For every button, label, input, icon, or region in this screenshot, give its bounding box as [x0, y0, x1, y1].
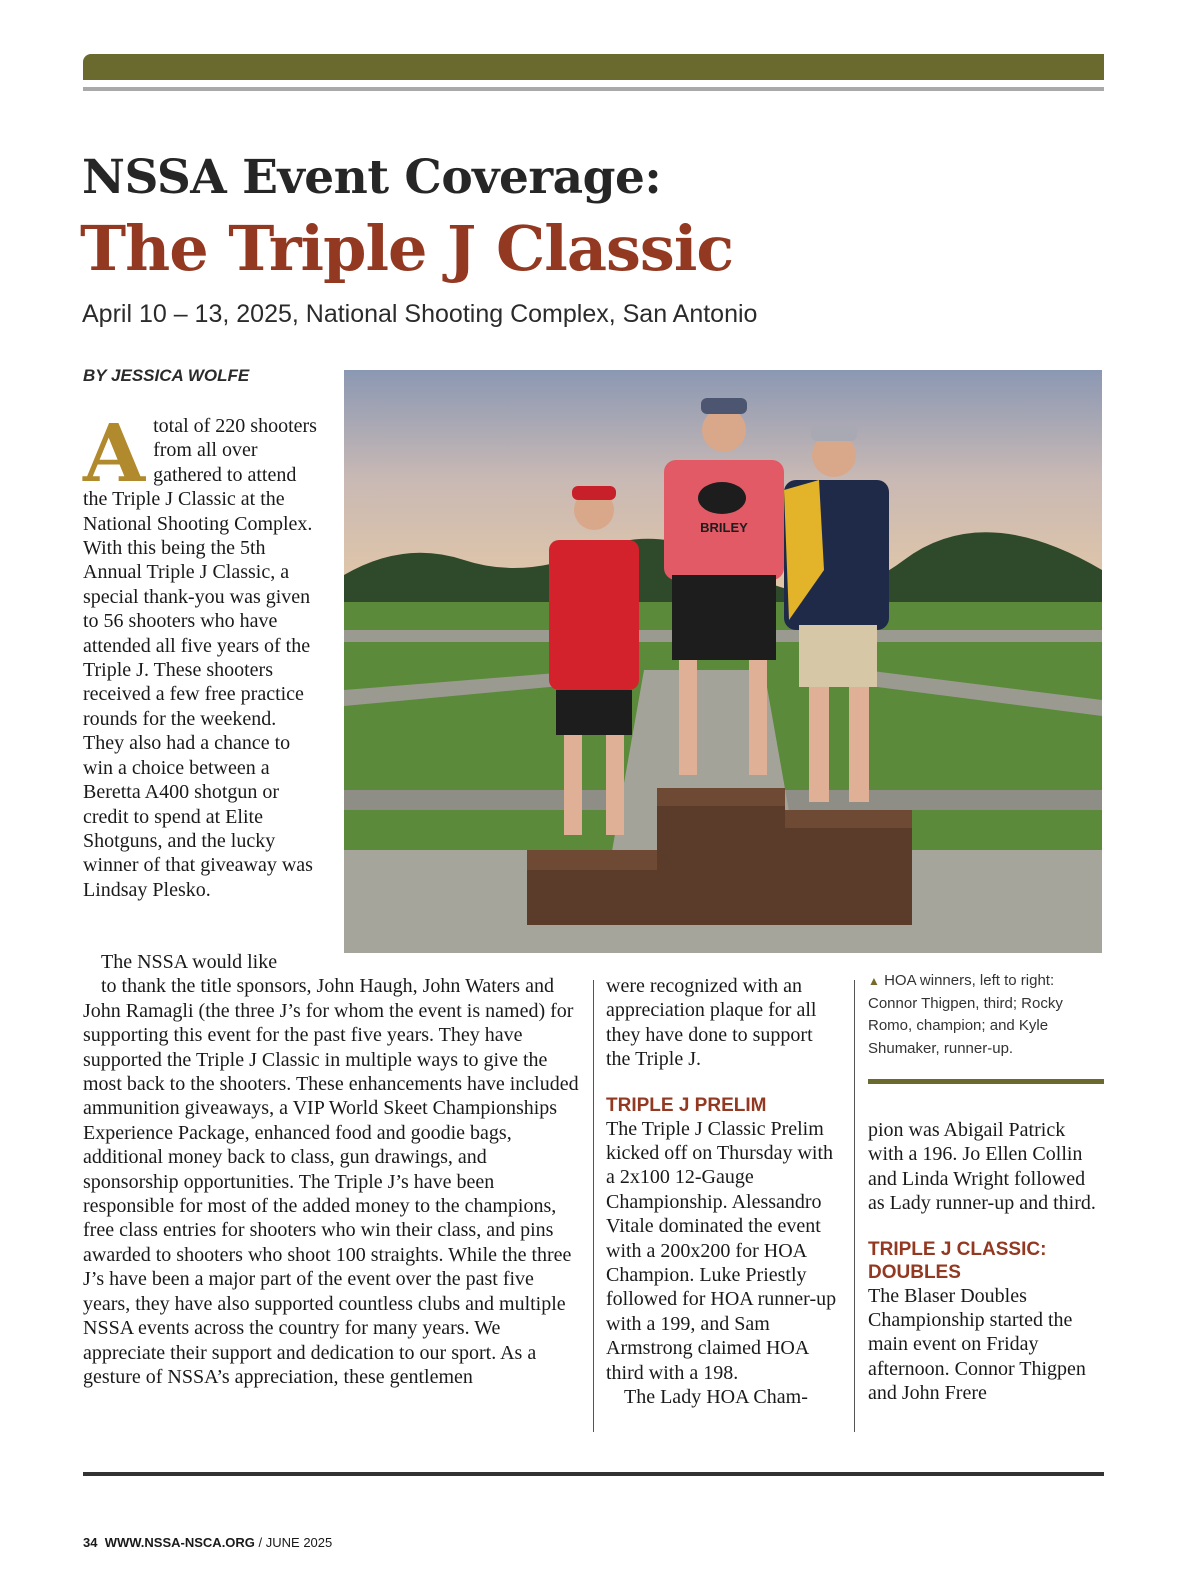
lady-hoa-paragraph-start: The Lady HOA Cham- [624, 1386, 808, 1409]
byline: BY JESSICA WOLFE [83, 366, 250, 385]
prelim-paragraph: The Triple J Classic Prelim kicked off on Thursday with a 2x100 12-Gauge Championship. Alessandro Vitale dominated the event with a 200x200 for HOA Champion. Luke Priestly followed for HOA runner-up with a 199, and Sam Armstrong claimed HOA third with a 198. [606, 1117, 837, 1384]
caption-text: HOA winners, left to right: Connor Thigpen, third; Rocky Romo, champion; and Kyle Shumaker, runner-up. [868, 972, 1063, 1057]
website-url: WWW.NSSA-NSCA.ORG [104, 1535, 255, 1550]
article-column-4 [868, 1118, 1104, 1406]
title-line-1: NSSA Event Coverage: [82, 150, 662, 205]
caption-triangle-icon: ▲ [868, 974, 880, 988]
sponsor-paragraph-start: The NSSA would like [101, 951, 278, 973]
page-footer [83, 1535, 332, 1550]
shirt-brand-text: BRILEY [700, 520, 748, 535]
title-line-2: The Triple J Classic [80, 212, 734, 285]
drop-cap: A [83, 406, 146, 500]
plaque-paragraph: were recognized with an appreciation plaque for all they have done to support the Triple J. [606, 975, 817, 1071]
sponsor-paragraph [83, 950, 583, 1389]
prelim-heading: TRIPLE J PRELIM [606, 1094, 767, 1116]
intro-paragraph: total of 220 shooters from all over gathered to attend the Triple J Classic at the National Shooting Complex. With this being the 5th Annual Triple J Classic, a special thank-you was given to 56 shooters who have attended all five years of the Triple J. These shooters received a few free practice rounds for the weekend. They also had a chance to win a choice between a Beretta A400 shotgun or credit to spend at Elite Shotguns, and the lucky winner of that giveaway was Lindsay Plesko. [83, 415, 317, 901]
lady-hoa-paragraph: pion was Abigail Patrick with a 196. Jo Ellen Collin and Linda Wright followed as Lady runner-up and third. [868, 1119, 1096, 1215]
page-number: 34 [83, 1535, 98, 1550]
sponsor-paragraph-body: to thank the title sponsors, John Haugh, John Waters and John Ramagli (the three J’s for whom the event is named) for supporting this event for the past five years. They have supported the Triple J Classic in multiple ways to give the most back to the shooters. These enhancements have included ammunition giveaways, a VIP World Skeet Championships Experience Package, enhanced food and goodie bags, additional money back to class, gun drawings, and sponsorship opportunities. The Triple J’s have been responsible for most of the added money to the champions, free class entries for shooters who win their class, and pins awarded to shooters who shoot 100 straights. While the three J’s have been a major part of the event over the past five years, they have also supported countless clubs and multiple NSSA events across the country for many years. We appreciate their support and dedication to our sport. As a gesture of NSSA’s appreciation, these gentlemen [83, 975, 579, 1388]
article-column-3 [606, 974, 841, 1410]
caption-rule [868, 1079, 1104, 1084]
issue-date: / JUNE 2025 [258, 1535, 333, 1550]
podium-photo [344, 370, 1102, 953]
doubles-heading: TRIPLE J CLASSIC: DOUBLES [868, 1238, 1047, 1283]
footer-rule [83, 1472, 1104, 1476]
column-divider-2 [854, 980, 855, 1432]
header-band [83, 54, 1104, 80]
column-divider-1 [593, 980, 594, 1432]
article-column-1 [83, 406, 319, 902]
header-rule [83, 87, 1104, 91]
event-subtitle: April 10 – 13, 2025, National Shooting Complex, San Antonio [82, 300, 758, 328]
photo-caption [868, 970, 1104, 1060]
doubles-paragraph: The Blaser Doubles Championship started the main event on Friday afternoon. Connor Thigpen and John Frere [868, 1284, 1086, 1405]
